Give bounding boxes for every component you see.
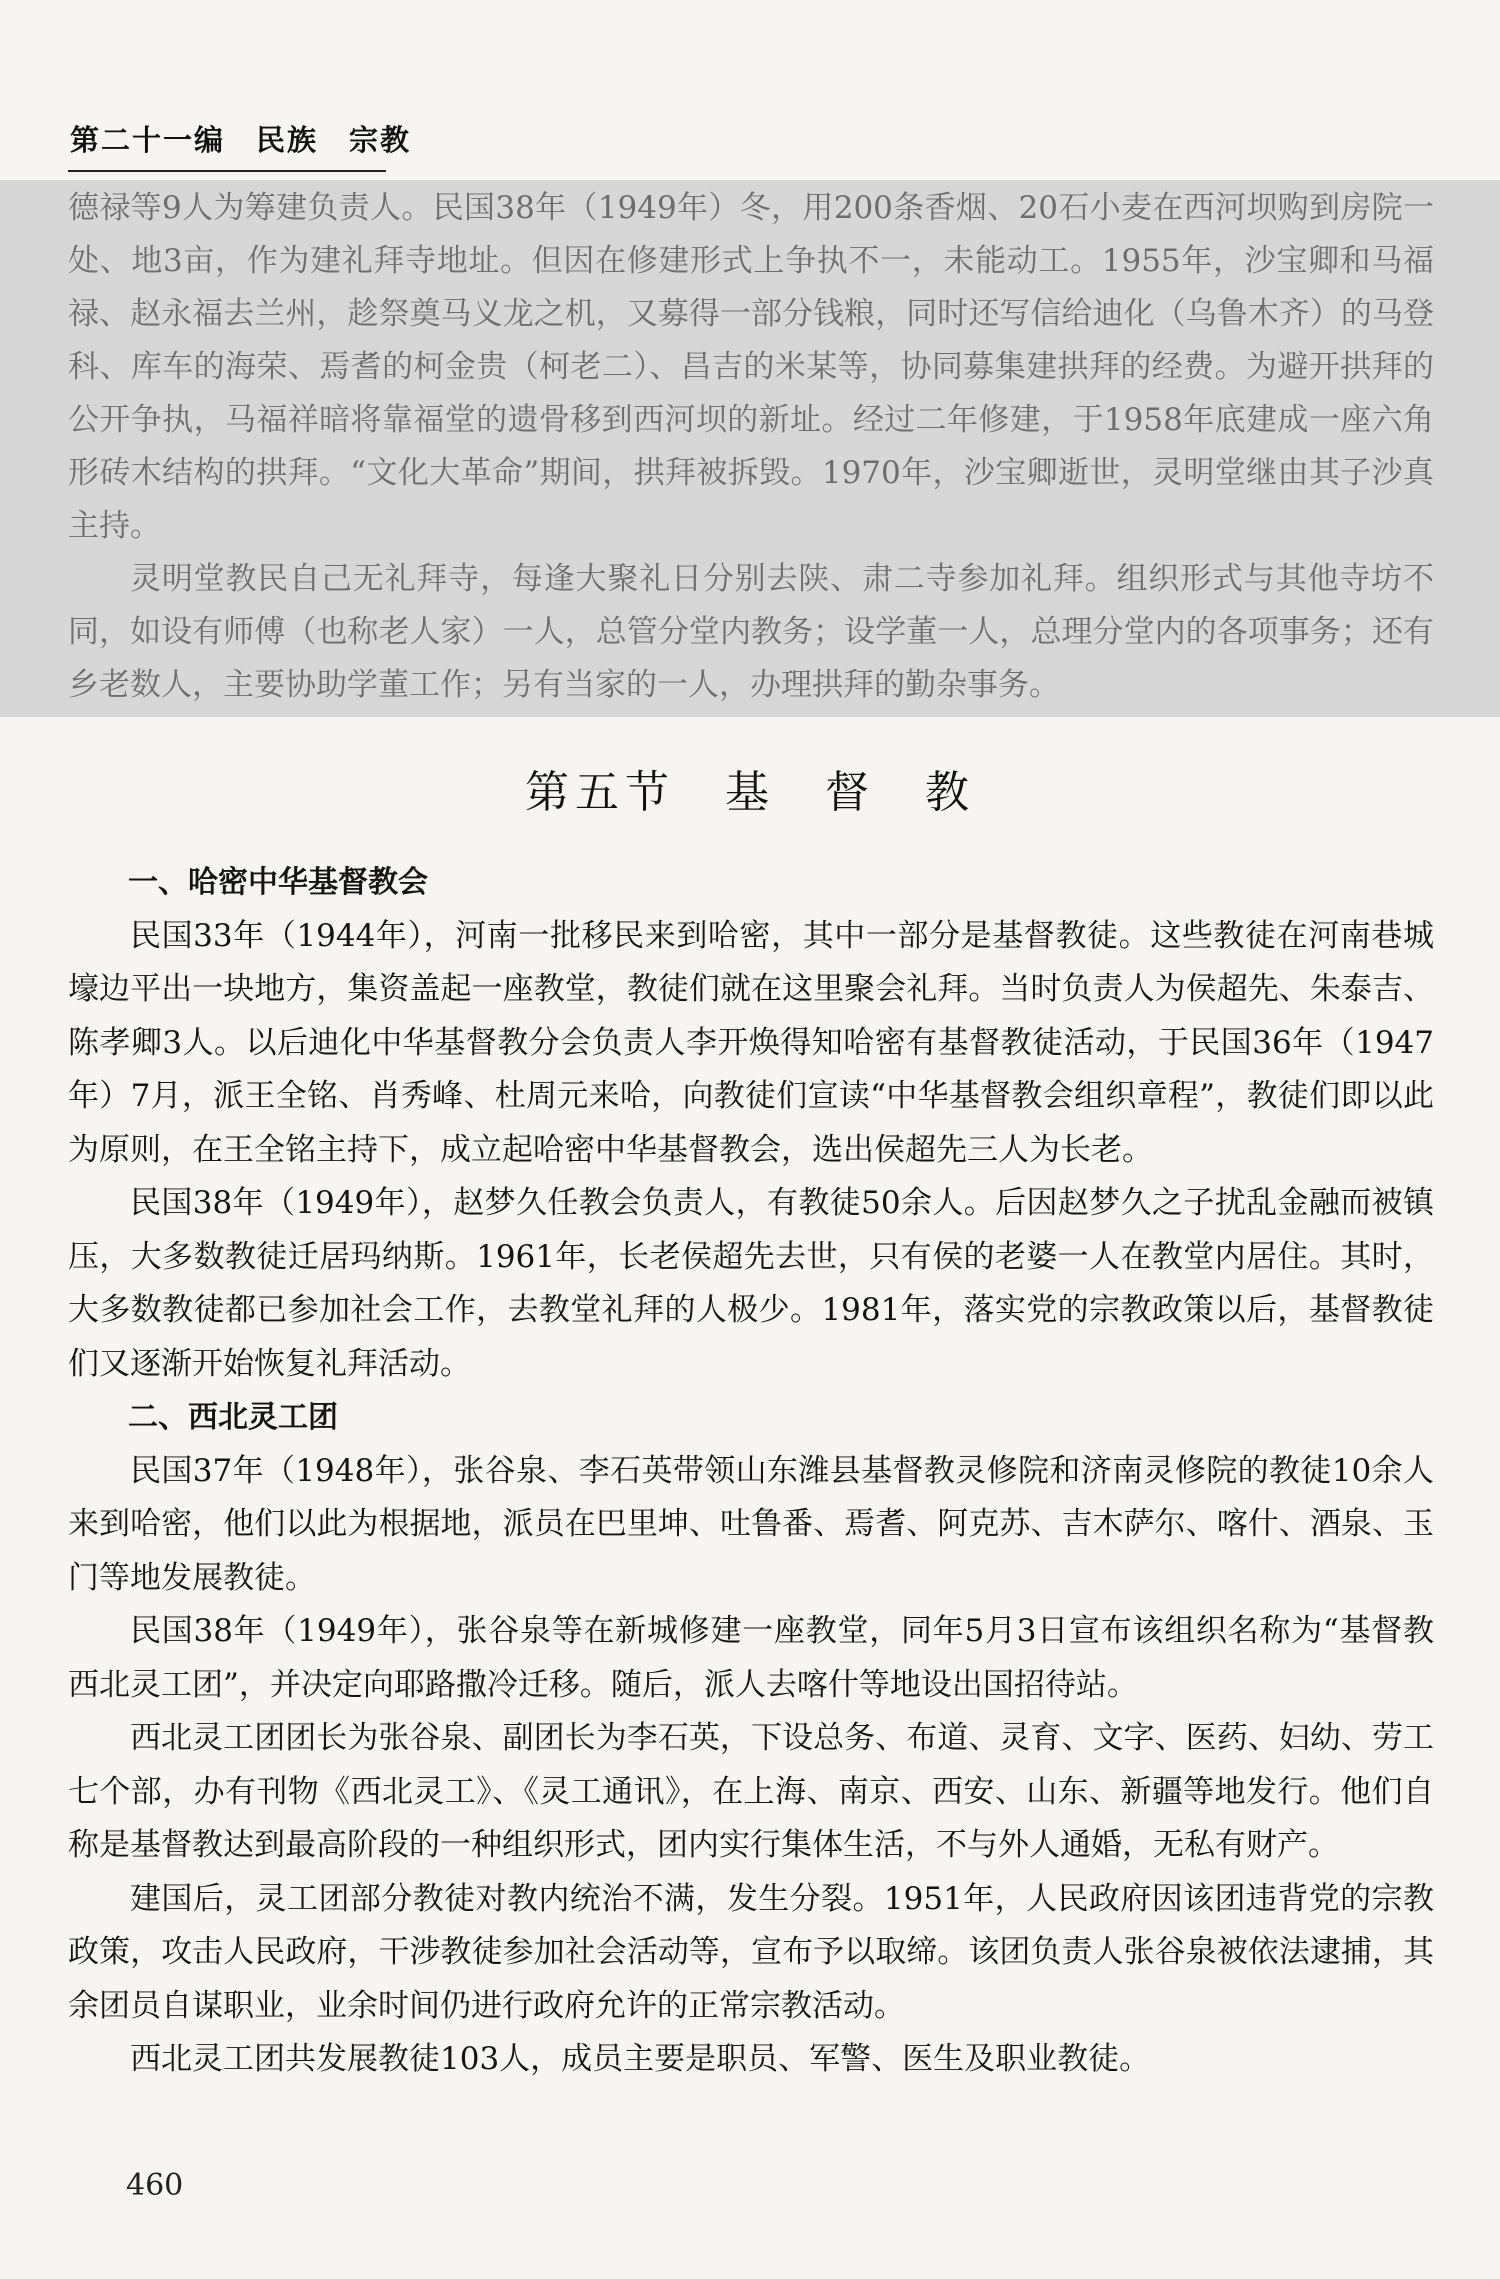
running-header: 第二十一编 民族 宗教 bbox=[70, 123, 412, 157]
paragraph: 民国33年（1944年），河南一批移民来到哈密，其中一部分是基督教徒。这些教徒在河南巷城壕边平出一块地方，集资盖起一座教堂，教徒们就在这里聚会礼拜。当时负责人为侯超先、朱泰吉、陈孝卿3人。以后迪化中华基督教分会负责人李开焕得知哈密有基督教徒活动，于民国36年（1947年）7月，派王全铭、肖秀峰、杜周元来哈，向教徒们宣读“中华基督教会组织章程”，教徒们即以此为原则，在王全铭主持下，成立起哈密中华基督教会，选出侯超先三人为长老。 bbox=[68, 917, 1434, 1168]
paragraph: 德禄等9人为筹建负责人。民国38年（1949年）冬，用200条香烟、20石小麦在西河坝购到房院一处、地3亩，作为建礼拜寺地址。但因在修建形式上争执不一，未能动工。1955年，沙宝卿和马福禄、赵永福去兰州，趁祭奠马义龙之机，又募得一部分钱粮，同时还写信给迪化（乌鲁木齐）的马登科、库车的海荣、焉耆的柯金贵（柯老二）、昌吉的米某等，协同募集建拱拜的经费。为避开拱拜的公开争执，马福祥暗将靠福堂的遗骨移到西河坝的新址。经过二年修建，于1958年底建成一座六角形砖木结构的拱拜。“文化大革命”期间，拱拜被拆毁。1970年，沙宝卿逝世，灵明堂继由其子沙真主持。 bbox=[68, 190, 1434, 544]
paragraph: 西北灵工团团长为张谷泉、副团长为李石英，下设总务、布道、灵育、文字、医药、妇幼、劳工七个部，办有刊物《西北灵工》、《灵工通讯》，在上海、南京、西安、山东、新疆等地发行。他们自称是基督教达到最高阶段的一种组织形式，团内实行集体生活，不与外人通婚，无私有财产。 bbox=[68, 1720, 1434, 1863]
paragraph: 灵明堂教民自己无礼拜寺，每逢大聚礼日分别去陕、肃二寺参加礼拜。组织形式与其他寺坊不同，如设有师傅（也称老人家）一人，总管分堂内教务；设学董一人，总理分堂内的各项事务；还有乡老数人，主要协助学董工作；另有当家的一人，办理拱拜的勤杂事务。 bbox=[68, 561, 1434, 703]
paragraph: 民国37年（1948年），张谷泉、李石英带领山东潍县基督教灵修院和济南灵修院的教徒10余人来到哈密，他们以此为根据地，派员在巴里坤、吐鲁番、焉耆、阿克苏、吉木萨尔、喀什、酒泉、玉门等地发展教徒。 bbox=[68, 1452, 1434, 1596]
header-rule bbox=[68, 170, 386, 172]
paragraph: 民国38年（1949年），赵梦久任教会负责人，有教徒50余人。后因赵梦久之子扰乱金融而被镇压，大多数教徒迁居玛纳斯。1961年，长老侯超先去世，只有侯的老婆一人在教堂内居住。其时，大多数教徒都已参加社会工作，去教堂礼拜的人极少。1981年，落实党的宗教政策以后，基督教徒们又逐渐开始恢复礼拜活动。 bbox=[68, 1185, 1434, 1382]
section-body bbox=[68, 856, 1434, 2087]
previous-section-text bbox=[68, 182, 1434, 712]
paragraph: 西北灵工团共发展教徒103人，成员主要是职员、军警、医生及职业教徒。 bbox=[130, 2041, 1151, 2077]
paragraph: 建国后，灵工团部分教徒对教内统治不满，发生分裂。1951年，人民政府因该团违背党的宗教政策，攻击人民政府，干涉教徒参加社会活动等，宣布予以取缔。该团负责人张谷泉被依法逮捕，其余团员自谋职业，业余时间仍进行政府允许的正常宗教活动。 bbox=[68, 1880, 1434, 2024]
section-title: 第五节 基 督 教 bbox=[525, 767, 975, 818]
subheading-hami-church: 一、哈密中华基督教会 bbox=[128, 865, 428, 900]
paragraph: 民国38年（1949年），张谷泉等在新城修建一座教堂，同年5月3日宣布该组织名称为“基督教西北灵工团”，并决定向耶路撒冷迁移。随后，派人去喀什等地设出国招待站。 bbox=[68, 1613, 1434, 1703]
page-number: 460 bbox=[126, 2168, 184, 2203]
subheading-northwest-spirit-work-group: 二、西北灵工团 bbox=[128, 1400, 338, 1435]
